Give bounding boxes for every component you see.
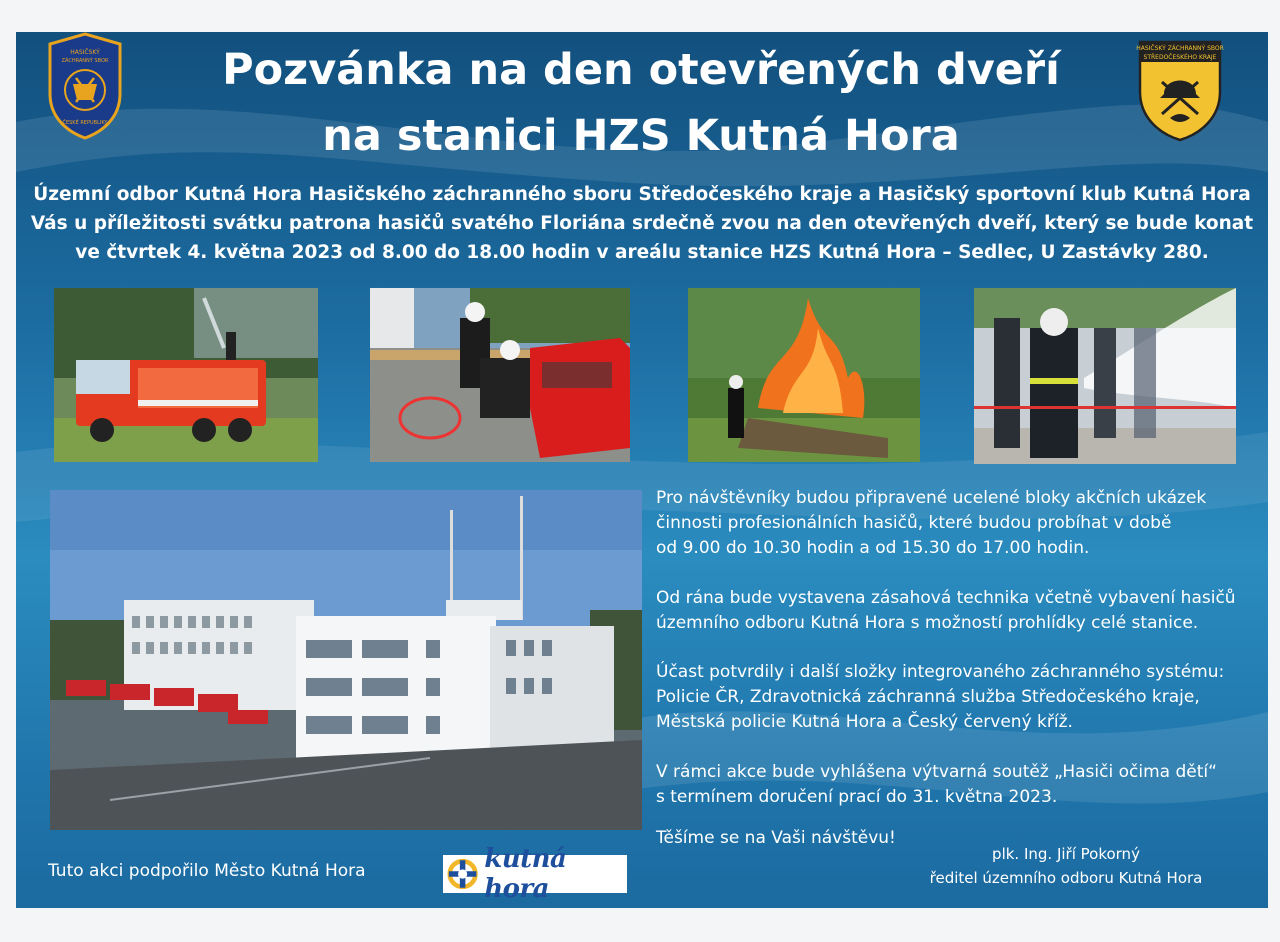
participants-paragraph (656, 660, 1266, 735)
paragraph-line: Pro návštěvníky budou připravené ucelené bloky akčních ukázek (656, 488, 1207, 508)
svg-text:HASIČSKÝ ZÁCHRANNÝ SBOR: HASIČSKÝ ZÁCHRANNÝ SBOR (1136, 45, 1224, 52)
signature-name: plk. Ing. Jiří Pokorný (992, 845, 1140, 863)
paragraph-line: činnosti profesionálních hasičů, které budou probíhat v době (656, 513, 1172, 533)
poster-title-line2: na stanici HZS Kutná Hora (322, 111, 960, 161)
intro-line: Územní odbor Kutná Hora Hasičského záchranného sboru Středočeského kraje a Hasičský sportovní klub Kutná Hora (33, 184, 1251, 205)
svg-text:HASIČSKÝ: HASIČSKÝ (70, 49, 100, 56)
intro-line: Vás u příležitosti svátku patrona hasičů svatého Floriána srdečně zvou na den otevřených dveří, který se bude konat (30, 213, 1254, 234)
paragraph-line: Od rána bude vystavena zásahová technika včetně vybavení hasičů (656, 588, 1236, 608)
poster-title-line1: Pozvánka na den otevřených dveří (222, 45, 1060, 95)
kutna-hora-mark-icon (447, 857, 478, 891)
kutna-hora-logo (443, 844, 627, 904)
hzs-stredocesky-emblem-icon (1134, 38, 1226, 142)
kutna-hora-logo-text: kutná hora (484, 844, 567, 904)
invitation-poster (16, 32, 1268, 908)
car-rescue-photo (370, 288, 630, 462)
paragraph-line: od 9.00 do 10.30 hodin a od 15.30 do 17.00 hodin. (656, 538, 1090, 558)
paragraph-line: s termínem doručení prací do 31. května 2023. (656, 787, 1058, 807)
signature-role: ředitel územního odboru Kutná Hora (929, 869, 1203, 887)
firefighter-spray-photo (974, 288, 1236, 464)
hzs-cr-emblem-icon (46, 32, 124, 140)
art-contest-paragraph (656, 760, 1266, 810)
greeting: Těšíme se na Vaši návštěvu! (656, 828, 896, 848)
intro-line: ve čtvrtek 4. května 2023 od 8.00 do 18.00 hodin v areálu stanice HZS Kutná Hora – Sedlec, U Zastávky 280. (75, 242, 1209, 263)
paragraph-line: územního odboru Kutná Hora s možností prohlídky celé stanice. (656, 613, 1199, 633)
paragraph-line: V rámci akce bude vyhlášena výtvarná soutěž „Hasiči očima dětí“ (656, 762, 1217, 782)
equipment-paragraph (656, 586, 1266, 636)
brush-fire-photo (688, 288, 920, 462)
svg-text:ZÁCHRANNÝ SBOR: ZÁCHRANNÝ SBOR (61, 58, 109, 64)
demo-blocks-paragraph (656, 486, 1266, 561)
fire-station-building-photo (50, 490, 642, 830)
svg-text:ČESKÉ REPUBLIKY: ČESKÉ REPUBLIKY (62, 120, 108, 126)
svg-text:STŘEDOČESKÉHO KRAJE: STŘEDOČESKÉHO KRAJE (1143, 54, 1217, 61)
paragraph-line: Účast potvrdily i další složky integrovaného záchranného systému: (656, 662, 1225, 682)
intro-text (16, 180, 1268, 267)
paragraph-line: Městská policie Kutná Hora a Český červený kříž. (656, 712, 1073, 732)
sponsor-note: Tuto akci podpořilo Město Kutná Hora (48, 861, 366, 881)
fire-truck-photo (54, 288, 318, 462)
paragraph-line: Policie ČR, Zdravotnická záchranná služba Středočeského kraje, (656, 687, 1200, 707)
